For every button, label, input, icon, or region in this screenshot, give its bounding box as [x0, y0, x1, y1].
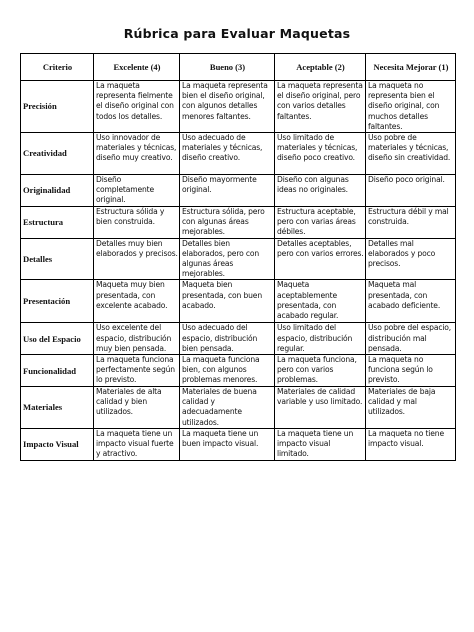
- table-cell: Maqueta aceptablemente presentada, con acabado regular.: [275, 280, 366, 323]
- table-cell: Materiales de baja calidad y mal utilizados.: [366, 387, 456, 429]
- table-cell: Uso limitado del espacio, distribución regular.: [275, 323, 366, 355]
- table-cell: La maqueta no funciona según lo previsto.: [366, 355, 456, 387]
- header-aceptable: Aceptable (2): [275, 54, 366, 81]
- table-row: [21, 175, 456, 207]
- criterion-cell: Presentación: [21, 280, 94, 323]
- table-row: [21, 355, 456, 387]
- table-cell: Estructura sólida, pero con algunas áreas mejorables.: [180, 206, 275, 238]
- table-cell: Estructura sólida y bien construida.: [94, 206, 180, 238]
- table-cell: La maqueta funciona perfectamente según lo previsto.: [94, 355, 180, 387]
- header-excelente: Excelente (4): [94, 54, 180, 81]
- table-cell: Maqueta muy bien presentada, con excelente acabado.: [94, 280, 180, 323]
- table-cell: Detalles bien elaborados, pero con algunas áreas mejorables.: [180, 238, 275, 280]
- table-cell: Maqueta mal presentada, con acabado deficiente.: [366, 280, 456, 323]
- criterion-cell: Creatividad: [21, 133, 94, 175]
- table-cell: La maqueta funciona, pero con varios problemas.: [275, 355, 366, 387]
- table-cell: La maqueta representa el diseño original, pero con varios detalles faltantes.: [275, 81, 366, 133]
- criterion-cell: Detalles: [21, 238, 94, 280]
- table-cell: Materiales de buena calidad y adecuadamente utilizados.: [180, 387, 275, 429]
- table-cell: Uso adecuado de materiales y técnicas, diseño creativo.: [180, 133, 275, 175]
- table-row: [21, 428, 456, 460]
- table-cell: Estructura aceptable, pero con varias áreas débiles.: [275, 206, 366, 238]
- table-row: [21, 133, 456, 175]
- table-header-row: [21, 54, 456, 81]
- table-cell: La maqueta no tiene impacto visual.: [366, 428, 456, 460]
- table-cell: La maqueta tiene un impacto visual fuerte y atractivo.: [94, 428, 180, 460]
- table-cell: Uso innovador de materiales y técnicas, diseño muy creativo.: [94, 133, 180, 175]
- criterion-cell: Uso del Espacio: [21, 323, 94, 355]
- table-cell: Detalles muy bien elaborados y precisos.: [94, 238, 180, 280]
- table-row: [21, 206, 456, 238]
- table-cell: Uso pobre de materiales y técnicas, diseño sin creatividad.: [366, 133, 456, 175]
- table-cell: Materiales de calidad variable y uso limitado.: [275, 387, 366, 429]
- table-cell: Uso excelente del espacio, distribución muy bien pensada.: [94, 323, 180, 355]
- table-row: [21, 81, 456, 133]
- table-cell: La maqueta funciona bien, con algunos problemas menores.: [180, 355, 275, 387]
- table-cell: Diseño poco original.: [366, 175, 456, 207]
- rubric-table: [20, 53, 456, 461]
- criterion-cell: Estructura: [21, 206, 94, 238]
- table-cell: Maqueta bien presentada, con buen acabado.: [180, 280, 275, 323]
- table-body: [21, 81, 456, 461]
- page-title: Rúbrica para Evaluar Maquetas: [123, 26, 351, 41]
- table-cell: Uso adecuado del espacio, distribución bien pensada.: [180, 323, 275, 355]
- table-cell: Detalles aceptables, pero con varios errores.: [275, 238, 366, 280]
- table-row: [21, 238, 456, 280]
- criterion-cell: Funcionalidad: [21, 355, 94, 387]
- criterion-cell: Originalidad: [21, 175, 94, 207]
- table-cell: La maqueta representa fielmente el diseño original con todos los detalles.: [94, 81, 180, 133]
- table-cell: La maqueta tiene un buen impacto visual.: [180, 428, 275, 460]
- table-row: [21, 387, 456, 429]
- criterion-cell: Materiales: [21, 387, 94, 429]
- header-necesita-mejorar: Necesita Mejorar (1): [366, 54, 456, 81]
- table-cell: Uso limitado de materiales y técnicas, diseño poco creativo.: [275, 133, 366, 175]
- table-cell: Materiales de alta calidad y bien utilizados.: [94, 387, 180, 429]
- table-row: [21, 323, 456, 355]
- table-cell: Estructura débil y mal construida.: [366, 206, 456, 238]
- table-cell: La maqueta tiene un impacto visual limitado.: [275, 428, 366, 460]
- table-cell: Diseño mayormente original.: [180, 175, 275, 207]
- table-cell: Diseño con algunas ideas no originales.: [275, 175, 366, 207]
- header-criterio: Criterio: [21, 54, 94, 81]
- table-cell: Uso pobre del espacio, distribución mal pensada.: [366, 323, 456, 355]
- table-cell: La maqueta representa bien el diseño original, con algunos detalles menores faltantes.: [180, 81, 275, 133]
- table-row: [21, 280, 456, 323]
- criterion-cell: Precisión: [21, 81, 94, 133]
- header-bueno: Bueno (3): [180, 54, 275, 81]
- table-cell: Diseño completamente original.: [94, 175, 180, 207]
- table-cell: La maqueta no representa bien el diseño original, con muchos detalles faltantes.: [366, 81, 456, 133]
- criterion-cell: Impacto Visual: [21, 428, 94, 460]
- table-cell: Detalles mal elaborados y poco precisos.: [366, 238, 456, 280]
